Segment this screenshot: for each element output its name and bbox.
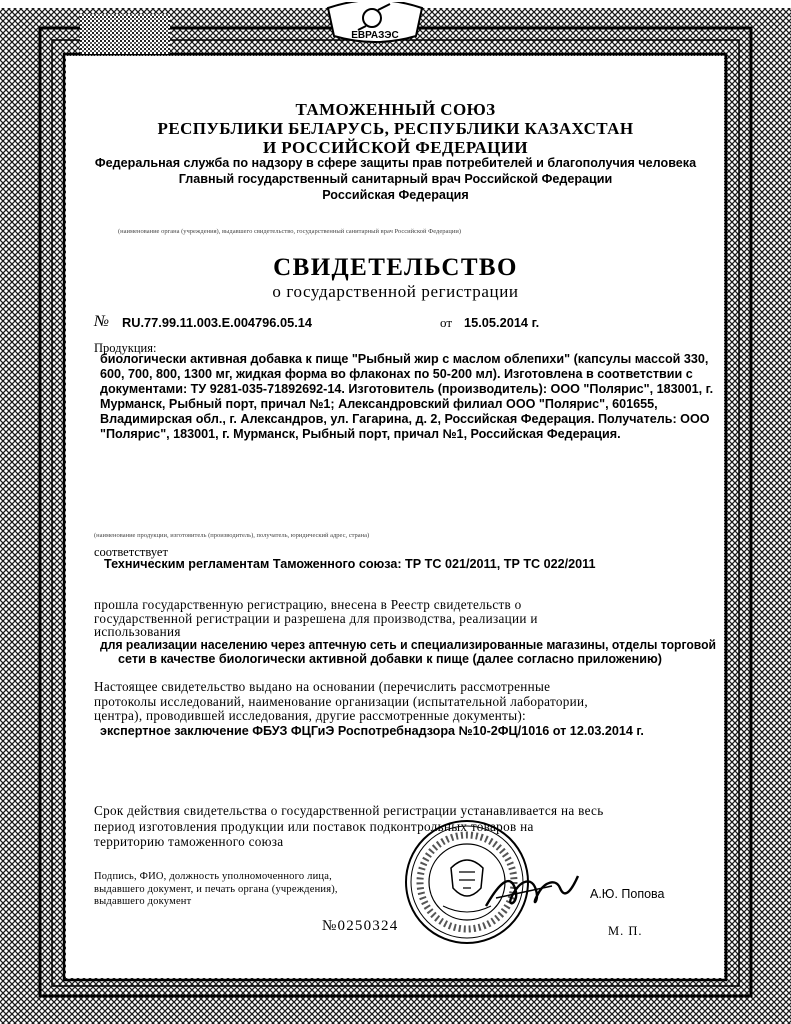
usage-line-2: сети в качестве биологически активной добавки к пище (далее согласно приложению) bbox=[118, 652, 662, 666]
logo-text: ЕВРАЗЭС bbox=[351, 30, 399, 41]
product-line: Мурманск, Рыбный порт, причал №1; Александровский филиал ООО "Полярис", 601655, bbox=[100, 397, 658, 411]
basis-line-3: центра), проводившей исследования, другие рассмотренные документы): bbox=[94, 708, 527, 723]
conformity-label: соответствует bbox=[94, 545, 168, 559]
product-line: Владимирская обл., г. Александров, ул. Гагарина, д. 2, Российская Федерация. Получатель: ООО bbox=[100, 412, 710, 426]
eurasec-logo bbox=[320, 2, 430, 48]
date-prefix: от bbox=[440, 315, 453, 330]
validity-line-3: территорию таможенного союза bbox=[94, 834, 284, 849]
registration-text-line-3: использования bbox=[94, 624, 181, 639]
registration-text-line-1: прошла государственную регистрацию, внесена в Реестр свидетельств о bbox=[94, 597, 522, 612]
agency-line-2: Главный государственный санитарный врач Российской Федерации bbox=[178, 172, 613, 186]
product-label: Продукция: bbox=[94, 341, 157, 355]
usage-line-1: для реализации населению через аптечную сеть и специализированные магазины, отделы торговой bbox=[100, 638, 716, 652]
document-title: СВИДЕТЕЛЬСТВО bbox=[273, 254, 518, 281]
mp-label: М. П. bbox=[608, 924, 643, 938]
basis-line-1: Настоящее свидетельство выдано на основании (перечислить рассмотренные bbox=[94, 679, 551, 694]
signer-name: А.Ю. Попова bbox=[590, 887, 665, 901]
signature-caption-line-3: выдавшего документ bbox=[94, 896, 192, 907]
header-line-2: РЕСПУБЛИКИ БЕЛАРУСЬ, РЕСПУБЛИКИ КАЗАХСТАН bbox=[157, 119, 634, 138]
serial-number: №0250324 bbox=[322, 918, 399, 934]
document-subtitle: о государственной регистрации bbox=[272, 282, 519, 301]
header-line-1: ТАМОЖЕННЫЙ СОЮЗ bbox=[295, 100, 496, 119]
number-prefix: № bbox=[94, 313, 110, 330]
validity-line-2: период изготовления продукции или поставок подконтрольных товаров на bbox=[94, 819, 534, 834]
signature-caption-line-2: выдавшего документ, и печать органа (учреждения), bbox=[94, 884, 338, 895]
authority-caption: (наименование органа (учреждения), выдавшего свидетельство, государственный санитарный врач Российской Федерации) bbox=[118, 228, 461, 235]
signature-caption-line-1: Подпись, ФИО, должность уполномоченного лица, bbox=[94, 871, 332, 882]
registration-date: 15.05.2014 г. bbox=[464, 315, 540, 330]
validity-line-1: Срок действия свидетельства о государственной регистрации устанавливается на весь bbox=[94, 803, 604, 818]
product-line: документами: ТУ 9281-035-71892692-14. Изготовитель (производитель): ООО "Полярис", 183001, г. bbox=[100, 382, 714, 396]
registration-number: RU.77.99.11.003.E.004796.05.14 bbox=[122, 315, 312, 330]
product-caption: (наименование продукции, изготовитель (производитель), получатель, юридический адрес, страна) bbox=[94, 532, 370, 539]
product-line: биологически активная добавка к пище "Рыбный жир с маслом облепихи" (капсулы массой 330, bbox=[100, 352, 709, 366]
product-line: "Полярис", 183001, г. Мурманск, Рыбный порт, причал №1, Российская Федерация. bbox=[100, 427, 621, 441]
basis-line-2: протоколы исследований, наименование организации (испытательной лаборатории, bbox=[94, 694, 588, 709]
agency-line-1: Федеральная служба по надзору в сфере защиты прав потребителей и благополучия человека bbox=[94, 156, 697, 170]
basis-value: экспертное заключение ФБУЗ ФЦГиЭ Роспотребнадзора №10-2ФЦ/1016 от 12.03.2014 г. bbox=[100, 724, 644, 738]
agency-line-3: Российская Федерация bbox=[322, 188, 469, 202]
registration-text-line-2: государственной регистрации и разрешена для производства, реализации и bbox=[94, 611, 538, 626]
conformity-text: Техническим регламентам Таможенного союза: ТР ТС 021/2011, ТР ТС 022/2011 bbox=[104, 557, 596, 571]
header-line-3: И РОССИЙСКОЙ ФЕДЕРАЦИИ bbox=[263, 138, 528, 157]
product-line: 600, 700, 800, 1300 мг, жидкая форма во флаконах по 50-200 мл). Изготовлена в соответствии с bbox=[100, 367, 693, 381]
signature-scribble bbox=[482, 868, 582, 916]
